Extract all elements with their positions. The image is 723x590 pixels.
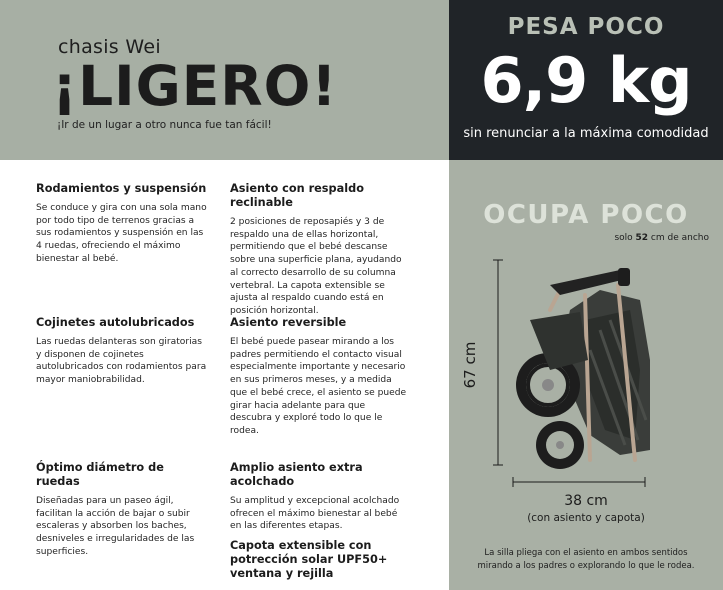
header-banner: [0, 0, 449, 160]
feature-title: Amplio asiento extra acolchado: [230, 461, 363, 488]
feature-text: El bebé puede pasear mirando a los padres permitiendo el contacto visual especialmente importante y necesario en sus primeros meses, y a medida que el bebé crece, el asiento se puede girar hacia adelante para que descubra y exploré todo lo que le rodea.: [230, 337, 407, 436]
feature-text: Las ruedas delanteras son giratorias y disponen de cojinetes autolubricados con rodamientos para mayor maniobrabilidad.: [36, 337, 207, 386]
feature-reversible-seat: [230, 316, 408, 438]
feature-padded-seat: [230, 461, 408, 533]
weight-box: [449, 0, 723, 160]
folded-stroller-image: [490, 250, 690, 480]
brand-prefix: chasis: [58, 36, 120, 58]
feature-text: Diseñadas para un paseo ágil, facilitan la acción de bajar o subir escaleras y absorben los baches, desniveles e irregularidades de las superficies.: [36, 496, 195, 557]
weight-label: PESA POCO: [507, 14, 665, 40]
weight-subtitle: sin renunciar a la máxima comodidad: [463, 126, 709, 141]
width-value: 52: [635, 233, 649, 243]
feature-title: Asiento con respaldo reclinable: [230, 182, 364, 209]
size-label: OCUPA POCO: [483, 200, 689, 230]
depth-subtitle: (con asiento y capota): [527, 512, 645, 524]
fold-note: [449, 547, 723, 572]
feature-canopy: [230, 539, 430, 587]
feature-title: Rodamientos y suspensión: [36, 182, 207, 195]
fold-note-line2: mirando a los padres o explorando lo que le rodea.: [477, 560, 695, 571]
feature-text: Su amplitud y excepcional acolchado ofrecen el máximo bienestar al bebé en las diferentes etapas.: [230, 496, 400, 532]
width-prefix: solo: [614, 233, 633, 243]
feature-title: Cojinetes autolubricados: [36, 316, 195, 329]
feature-title: Capota extensible con potrección solar UPF50+ ventana y rejilla: [230, 539, 388, 580]
feature-bearings: [36, 316, 208, 387]
headline: ¡LIGERO!: [52, 54, 338, 118]
feature-text: 2 posiciones de reposapiés y 3 de respaldo una de ellas horizontal, permitiendo que el bebé descanse sobre una superficie plana, ayudando al correcto desarrollo de su columna vertebral. La capota extensible se ajusta al respaldo cuando está en posición horizontal.: [230, 217, 402, 316]
weight-value: 6,9 kg: [480, 44, 692, 117]
feature-text: Se conduce y gira con una sola mano por todo tipo de terrenos gracias a sus rodamientos y suspensión en las 4 ruedas, ofreciendo el máximo bienestar al bebé.: [36, 203, 207, 264]
tagline: ¡Ir de un lugar a otro nunca fue tan fácil!: [57, 119, 272, 131]
fold-note-line1: La silla pliega con el asiento en ambos sentidos: [484, 548, 688, 558]
feature-wheels: [36, 461, 208, 559]
feature-reclinable-seat: [230, 182, 408, 318]
brand-model: Wei: [125, 36, 161, 58]
feature-title: Asiento reversible: [230, 316, 347, 329]
feature-suspension: [36, 182, 208, 266]
stroller-front-wheel: [536, 421, 584, 469]
height-label: 67 cm: [461, 341, 479, 389]
feature-title: Óptimo diámetro de ruedas: [36, 461, 164, 488]
width-suffix: cm de ancho: [650, 233, 709, 243]
depth-label: 38 cm: [564, 493, 608, 509]
